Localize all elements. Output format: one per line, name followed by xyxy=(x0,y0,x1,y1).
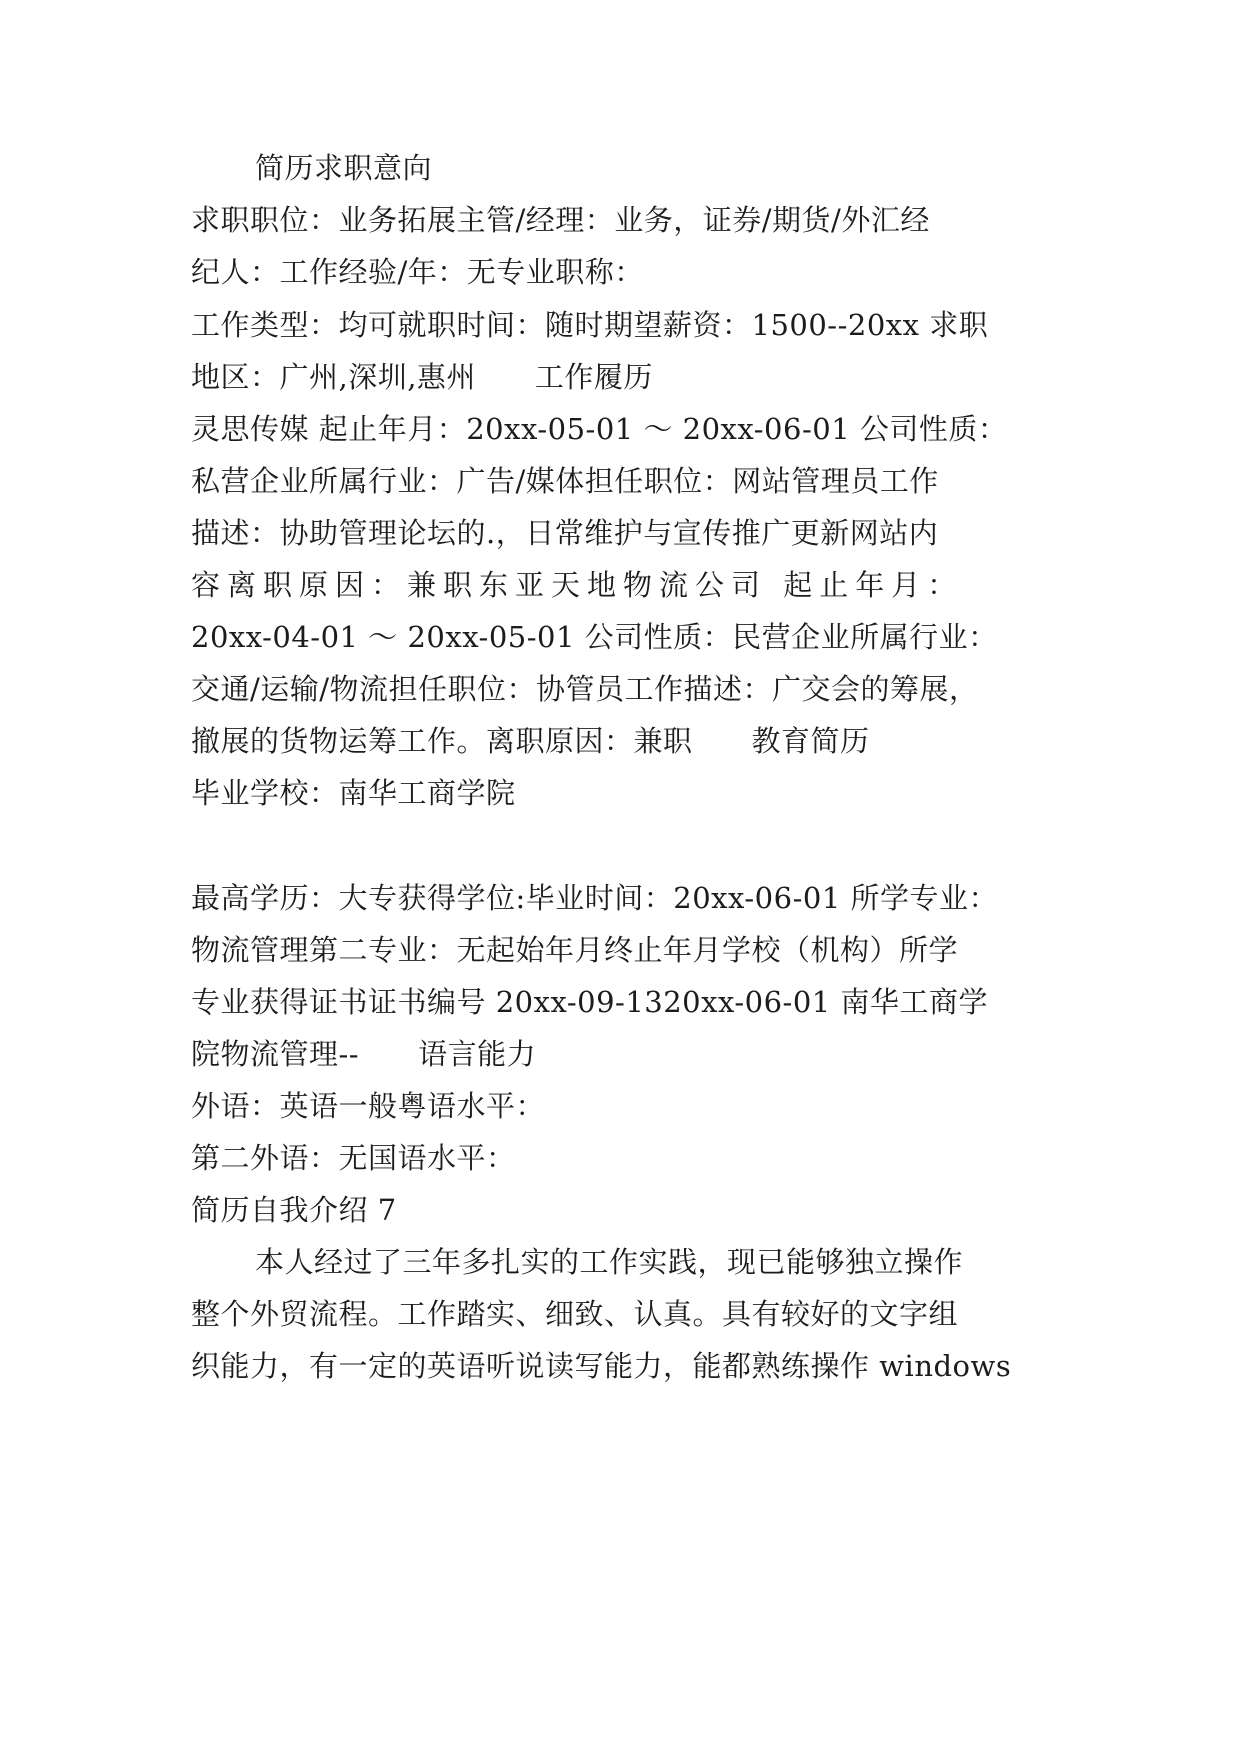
text-line: 最高学历：大专获得学位:毕业时间：20xx-06-01 所学专业： xyxy=(191,881,998,915)
text-line: 工作类型：均可就职时间：随时期望薪资：1500--20xx 求职 xyxy=(191,308,989,342)
text-line: 毕业学校：南华工商学院 xyxy=(191,776,516,810)
text-line: 20xx-04-01 ～ 20xx-05-01 公司性质：民营企业所属行业： xyxy=(191,620,998,654)
text-line: 交通/运输/物流担任职位：协管员工作描述：广交会的筹展， xyxy=(191,672,979,706)
text-line: 私营企业所属行业：广告/媒体担任职位：网站管理员工作 xyxy=(191,464,939,498)
text-line: 灵思传媒 起止年月：20xx-05-01 ～ 20xx-06-01 公司性质： xyxy=(191,412,1008,446)
text-line: 地区：广州,深圳,惠州 工作履历 xyxy=(191,360,653,394)
text-line: 求职职位：业务拓展主管/经理：业务，证券/期货/外汇经 xyxy=(191,203,930,237)
section-heading-self-intro: 简历自我介绍 7 xyxy=(191,1193,397,1227)
text-line: 整个外贸流程。工作踏实、细致、认真。具有较好的文字组 xyxy=(191,1297,959,1331)
text-line: 专业获得证书证书编号 20xx-09-1320xx-06-01 南华工商学 xyxy=(191,985,988,1019)
text-line: 院物流管理-- 语言能力 xyxy=(191,1037,537,1071)
text-line: 织能力，有一定的英语听说读写能力，能都熟练操作 windows xyxy=(191,1349,1012,1383)
text-line: 纪人：工作经验/年：无专业职称： xyxy=(191,255,644,289)
section-heading-job-intention: 简历求职意向 xyxy=(255,151,433,185)
text-line: 描述：协助管理论坛的.，日常维护与宣传推广更新网站内 xyxy=(191,516,939,550)
text-line: 第二外语：无国语水平： xyxy=(191,1141,516,1175)
paragraph-first-line: 本人经过了三年多扎实的工作实践，现已能够独立操作 xyxy=(255,1245,964,1279)
text-line: 容离职原因：兼职东亚天地物流公司 起止年月： xyxy=(191,568,964,602)
text-line: 撤展的货物运筹工作。离职原因：兼职 教育简历 xyxy=(191,724,870,758)
text-line: 物流管理第二专业：无起始年月终止年月学校（机构）所学 xyxy=(191,933,959,967)
text-line: 外语：英语一般粤语水平： xyxy=(191,1089,546,1123)
